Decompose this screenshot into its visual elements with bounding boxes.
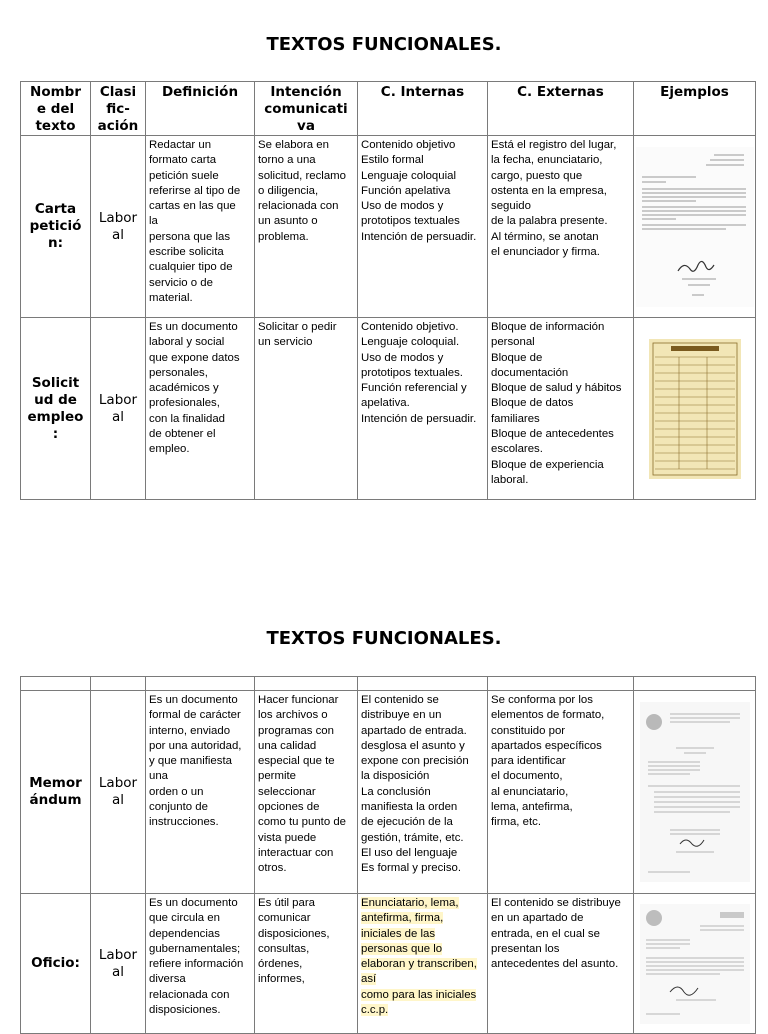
external-features-cell: Bloque de información personal Bloque de documentación Bloque de salud y hábitos Bloque de datos familiares Bloque de antecedentes escolares. Bloque de experiencia laboral. bbox=[488, 318, 634, 500]
functional-texts-table-1 bbox=[20, 81, 756, 500]
intention-cell: Hacer funcionar los archivos o programas con una calidad especial que te permite seleccionar opciones de como tu punto de vista puede interactuar con otros. bbox=[255, 691, 358, 894]
text-name: Carta petició n: bbox=[21, 136, 91, 318]
text-classification: Labor al bbox=[91, 894, 146, 1034]
header-intencion: Intención comunicati va bbox=[255, 82, 358, 136]
external-features-cell: El contenido se distribuye en un apartado de entrada, en el cual se presentan los antecedentes del asunto. bbox=[488, 894, 634, 1034]
oficio-thumbnail-image bbox=[640, 904, 750, 1024]
example-cell bbox=[634, 691, 756, 894]
table-row-memorandum bbox=[21, 691, 756, 894]
internal-features-cell: Contenido objetivo Estilo formal Lenguaje coloquial Función apelativa Uso de modos y prototipos textuales Intención de persuadir. bbox=[358, 136, 488, 318]
header-externas: C. Externas bbox=[488, 82, 634, 136]
intention-cell: Es útil para comunicar disposiciones, consultas, órdenes, informes, bbox=[255, 894, 358, 1034]
functional-texts-table-2 bbox=[20, 676, 756, 1034]
text-name: Solicit ud de empleo : bbox=[21, 318, 91, 500]
job-form-thumbnail-image bbox=[649, 339, 741, 479]
circular-thumbnail-image bbox=[640, 702, 750, 882]
internal-features-cell: Contenido objetivo. Lenguaje coloquial. Uso de modos y prototipos textuales. Función referencial y apelativa. Intención de persuadir. bbox=[358, 318, 488, 500]
table-header-row bbox=[21, 82, 756, 136]
text-classification: Labor al bbox=[91, 318, 146, 500]
page-title: TEXTOS FUNCIONALES. bbox=[266, 34, 502, 55]
internal-features-cell: El contenido se distribuye en un apartado de entrada. desglosa el asunto y expone con precisión la disposición La conclusión manifiesta la orden de ejecución de la gestión, trámite, etc. El uso del lenguaje Es formal y preciso. bbox=[358, 691, 488, 894]
text-classification: Labor al bbox=[91, 136, 146, 318]
internal-features-cell bbox=[358, 894, 488, 1034]
external-features-cell: Se conforma por los elementos de formato, constituido por apartados específicos para identificar el documento, al enunciatario, lema, antefirma, firma, etc. bbox=[488, 691, 634, 894]
definition-cell: Redactar un formato carta petición suele referirse al tipo de cartas en las que la persona que las escribe solicita cualquier tipo de servicio o de material. bbox=[146, 136, 255, 318]
table-row-solicitud-empleo bbox=[21, 318, 756, 500]
page-title: TEXTOS FUNCIONALES. bbox=[266, 628, 502, 649]
header-ejemplos: Ejemplos bbox=[634, 82, 756, 136]
table-header-row-empty bbox=[21, 677, 756, 691]
highlighted-text: Enunciatario, lema, antefirma, firma, iniciales de las personas que lo elaboran y transcriben, así como para las iniciales c.c.p. bbox=[361, 897, 477, 1017]
example-cell bbox=[634, 136, 756, 318]
table-row-oficio bbox=[21, 894, 756, 1034]
definition-cell: Es un documento formal de carácter interno, enviado por una autoridad, y que manifiesta una orden o un conjunto de instrucciones. bbox=[146, 691, 255, 894]
text-classification: Labor al bbox=[91, 691, 146, 894]
example-cell bbox=[634, 318, 756, 500]
header-internas: C. Internas bbox=[358, 82, 488, 136]
letter-thumbnail-image bbox=[636, 147, 754, 307]
external-features-cell: Está el registro del lugar, la fecha, enunciatario, cargo, puesto que ostenta en la empresa, seguido de la palabra presente. Al término, se anotan el enunciador y firma. bbox=[488, 136, 634, 318]
text-name: Oficio: bbox=[21, 894, 91, 1034]
intention-cell: Se elabora en torno a una solicitud, reclamo o diligencia, relacionada con un asunto o problema. bbox=[255, 136, 358, 318]
header-definicion: Definición bbox=[146, 82, 255, 136]
header-clasificacion: Clasi fic- ación bbox=[91, 82, 146, 136]
definition-cell: Es un documento laboral y social que expone datos personales, académicos y profesionales, con la finalidad de obtener el empleo. bbox=[146, 318, 255, 500]
example-cell bbox=[634, 894, 756, 1034]
table-row-carta-peticion bbox=[21, 136, 756, 318]
text-name: Memor ándum bbox=[21, 691, 91, 894]
header-nombre: Nombr e del texto bbox=[21, 82, 91, 136]
definition-cell: Es un documento que circula en dependencias gubernamentales; refiere información diversa relacionada con disposiciones. bbox=[146, 894, 255, 1034]
intention-cell: Solicitar o pedir un servicio bbox=[255, 318, 358, 500]
